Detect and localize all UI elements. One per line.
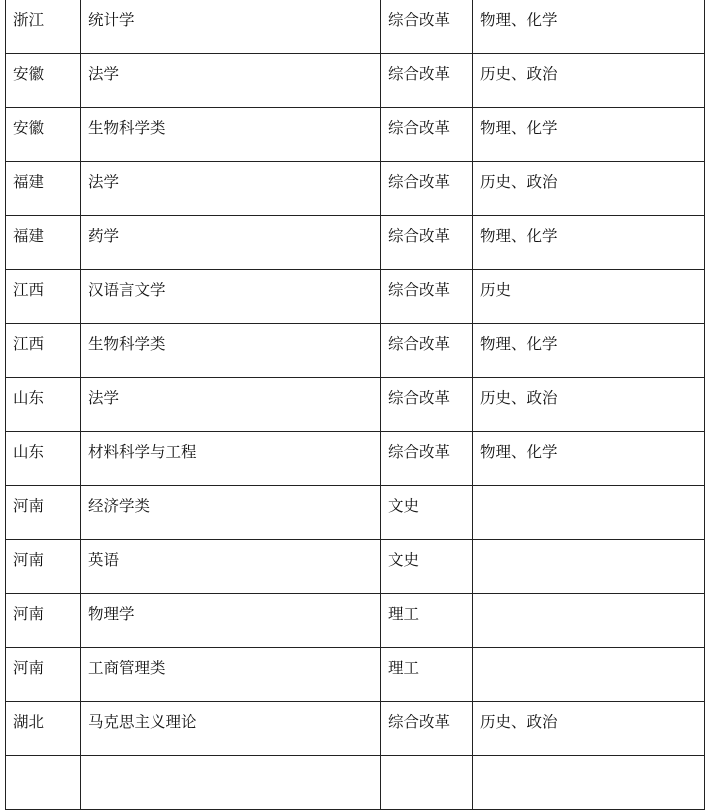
province-cell: 山东 bbox=[6, 432, 81, 486]
province-cell: 湖北 bbox=[6, 702, 81, 756]
required-subjects-cell: 物理、化学 bbox=[473, 216, 705, 270]
table-row bbox=[6, 162, 705, 216]
required-subjects-cell: 历史 bbox=[473, 270, 705, 324]
admission-type-cell: 理工 bbox=[381, 594, 473, 648]
admission-type-cell: 理工 bbox=[381, 648, 473, 702]
required-subjects-cell bbox=[473, 540, 705, 594]
table-row bbox=[6, 486, 705, 540]
admission-type-cell: 综合改革 bbox=[381, 162, 473, 216]
province-cell: 江西 bbox=[6, 270, 81, 324]
major-cell: 马克思主义理论 bbox=[81, 702, 381, 756]
province-cell: 福建 bbox=[6, 162, 81, 216]
admission-type-cell: 综合改革 bbox=[381, 432, 473, 486]
required-subjects-cell bbox=[473, 486, 705, 540]
major-cell: 法学 bbox=[81, 378, 381, 432]
admission-type-cell: 综合改革 bbox=[381, 0, 473, 54]
major-cell: 英语 bbox=[81, 540, 381, 594]
table-row bbox=[6, 0, 705, 54]
province-cell: 浙江 bbox=[6, 0, 81, 54]
province-cell: 江西 bbox=[6, 324, 81, 378]
required-subjects-cell: 历史、政治 bbox=[473, 54, 705, 108]
province-cell: 安徽 bbox=[6, 54, 81, 108]
table-row bbox=[6, 540, 705, 594]
admission-type-cell: 综合改革 bbox=[381, 702, 473, 756]
table-row bbox=[6, 216, 705, 270]
major-cell: 法学 bbox=[81, 162, 381, 216]
required-subjects-cell bbox=[473, 648, 705, 702]
table-row bbox=[6, 648, 705, 702]
admission-table-container bbox=[5, 0, 705, 810]
major-cell: 物理学 bbox=[81, 594, 381, 648]
admission-type-cell: 综合改革 bbox=[381, 324, 473, 378]
major-cell bbox=[81, 756, 381, 810]
province-cell: 安徽 bbox=[6, 108, 81, 162]
table-row bbox=[6, 756, 705, 810]
table-row bbox=[6, 54, 705, 108]
major-cell: 经济学类 bbox=[81, 486, 381, 540]
required-subjects-cell: 历史、政治 bbox=[473, 378, 705, 432]
province-cell: 山东 bbox=[6, 378, 81, 432]
province-cell: 福建 bbox=[6, 216, 81, 270]
required-subjects-cell: 物理、化学 bbox=[473, 108, 705, 162]
admission-type-cell: 文史 bbox=[381, 540, 473, 594]
table-row bbox=[6, 108, 705, 162]
table-row bbox=[6, 270, 705, 324]
major-cell: 工商管理类 bbox=[81, 648, 381, 702]
province-cell: 河南 bbox=[6, 648, 81, 702]
required-subjects-cell: 物理、化学 bbox=[473, 0, 705, 54]
table-row bbox=[6, 432, 705, 486]
province-cell bbox=[6, 756, 81, 810]
table-row bbox=[6, 378, 705, 432]
required-subjects-cell bbox=[473, 756, 705, 810]
major-cell: 法学 bbox=[81, 54, 381, 108]
major-cell: 统计学 bbox=[81, 0, 381, 54]
admission-type-cell bbox=[381, 756, 473, 810]
admission-type-cell: 文史 bbox=[381, 486, 473, 540]
province-cell: 河南 bbox=[6, 486, 81, 540]
table-row bbox=[6, 594, 705, 648]
major-cell: 生物科学类 bbox=[81, 324, 381, 378]
required-subjects-cell: 物理、化学 bbox=[473, 324, 705, 378]
major-cell: 生物科学类 bbox=[81, 108, 381, 162]
table-row bbox=[6, 702, 705, 756]
table-body bbox=[6, 0, 705, 810]
admission-table bbox=[5, 0, 705, 810]
admission-type-cell: 综合改革 bbox=[381, 54, 473, 108]
required-subjects-cell: 历史、政治 bbox=[473, 702, 705, 756]
major-cell: 材料科学与工程 bbox=[81, 432, 381, 486]
admission-type-cell: 综合改革 bbox=[381, 378, 473, 432]
province-cell: 河南 bbox=[6, 594, 81, 648]
major-cell: 汉语言文学 bbox=[81, 270, 381, 324]
table-row bbox=[6, 324, 705, 378]
required-subjects-cell: 物理、化学 bbox=[473, 432, 705, 486]
province-cell: 河南 bbox=[6, 540, 81, 594]
admission-type-cell: 综合改革 bbox=[381, 270, 473, 324]
admission-type-cell: 综合改革 bbox=[381, 216, 473, 270]
major-cell: 药学 bbox=[81, 216, 381, 270]
required-subjects-cell: 历史、政治 bbox=[473, 162, 705, 216]
required-subjects-cell bbox=[473, 594, 705, 648]
admission-type-cell: 综合改革 bbox=[381, 108, 473, 162]
